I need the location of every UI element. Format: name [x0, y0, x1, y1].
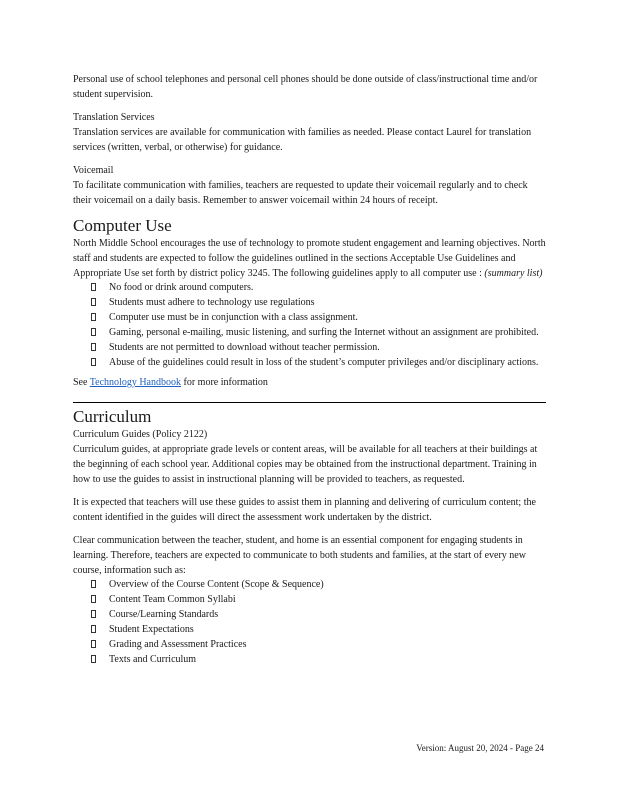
list-item	[91, 281, 546, 294]
translation-text: Translation services are available for communication with families as needed. Please contact Laurel for translation services (written, verbal, or otherwise) for guidance.	[73, 127, 532, 153]
list-item-text: Course/Learning Standards	[109, 609, 219, 620]
bullet-icon	[91, 655, 96, 663]
computer-use-section	[73, 216, 546, 390]
computer-use-text: North Middle School encourages the use of technology to promote student engagement and learning objectives. North staff and students are expected to follow the guidelines outlined in the sections Acceptable Use Guidelines and Appropriate Use set forth by district policy 3245. The following guidelines apply to all computer use :	[73, 238, 546, 279]
list-item-text: Abuse of the guidelines could result in loss of the student’s computer privileges and/or disciplinary actions.	[109, 357, 539, 368]
bullet-icon	[91, 298, 96, 306]
list-item	[91, 311, 546, 324]
computer-use-title: Computer Use	[73, 216, 172, 235]
bullet-icon	[91, 328, 96, 336]
bullet-icon	[91, 358, 96, 366]
list-item-text: Gaming, personal e-mailing, music listening, and surfing the Internet without an assignment are prohibited.	[109, 327, 539, 338]
see-prefix: See	[73, 377, 90, 388]
bullet-icon	[91, 343, 96, 351]
list-item	[91, 608, 546, 621]
curriculum-para-2: It is expected that teachers will use these guides to assist them in planning and delivering of curriculum content; the content identified in the guides will direct the assessment work undertaken by the district.	[73, 497, 536, 523]
bullet-icon	[91, 283, 96, 291]
voicemail-heading: Voicemail	[73, 165, 114, 176]
bullet-icon	[91, 580, 96, 588]
list-item	[91, 341, 546, 354]
bullet-icon	[91, 640, 96, 648]
bullet-icon	[91, 610, 96, 618]
computer-use-intro	[73, 236, 546, 281]
phone-use-section	[73, 72, 546, 102]
phone-use-text: Personal use of school telephones and personal cell phones should be done outside of class/instructional time and/or student supervision.	[73, 74, 538, 100]
list-item	[91, 623, 546, 636]
summary-list-note: (summary list)	[484, 268, 543, 279]
list-item	[91, 326, 546, 339]
voicemail-text: To facilitate communication with families, teachers are requested to update their voicemail regularly and to check their voicemail on a daily basis. Remember to answer voicemail within 24 hours of receipt.	[73, 180, 528, 206]
page-footer: Version: August 20, 2024 - Page 24	[416, 743, 544, 753]
list-item-text: No food or drink around computers.	[109, 282, 254, 293]
computer-use-list	[73, 281, 546, 369]
list-item	[91, 296, 546, 309]
list-item	[91, 578, 546, 591]
document-page	[73, 72, 546, 668]
list-item-text: Grading and Assessment Practices	[109, 639, 247, 650]
list-item-text: Computer use must be in conjunction with a class assignment.	[109, 312, 358, 323]
see-more-line	[73, 375, 546, 390]
voicemail-section	[73, 163, 546, 208]
list-item	[91, 356, 546, 369]
technology-handbook-link[interactable]: Technology Handbook	[89, 377, 181, 388]
curriculum-para-3: Clear communication between the teacher, student, and home is an essential component for engaging students in learning. Therefore, teachers are expected to communicate to both students and families, at the start of every new course, information such as:	[73, 535, 526, 576]
section-divider	[73, 402, 546, 403]
bullet-icon	[91, 595, 96, 603]
list-item	[91, 653, 546, 666]
list-item-text: Texts and Curriculum	[109, 654, 197, 665]
curriculum-para-1: Curriculum guides, at appropriate grade levels or content areas, will be available for all teachers at their buildings at the beginning of each school year. Additional copies may be obtained from the instructional department. Training in how to use the guides to assist in instructional planning will be provided to teachers, as requested.	[73, 444, 538, 485]
see-suffix: for more information	[181, 377, 268, 388]
list-item	[91, 593, 546, 606]
curriculum-title: Curriculum	[73, 407, 152, 426]
list-item-text: Overview of the Course Content (Scope & Sequence)	[109, 579, 324, 590]
translation-heading: Translation Services	[73, 112, 155, 123]
curriculum-guides-heading: Curriculum Guides (Policy 2122)	[73, 429, 208, 440]
list-item-text: Students must adhere to technology use regulations	[109, 297, 315, 308]
bullet-icon	[91, 313, 96, 321]
translation-section	[73, 110, 546, 155]
list-item	[91, 638, 546, 651]
list-item-text: Student Expectations	[109, 624, 194, 635]
curriculum-section	[73, 407, 546, 666]
course-info-list	[73, 578, 546, 666]
list-item-text: Students are not permitted to download without teacher permission.	[109, 342, 380, 353]
list-item-text: Content Team Common Syllabi	[109, 594, 236, 605]
bullet-icon	[91, 625, 96, 633]
